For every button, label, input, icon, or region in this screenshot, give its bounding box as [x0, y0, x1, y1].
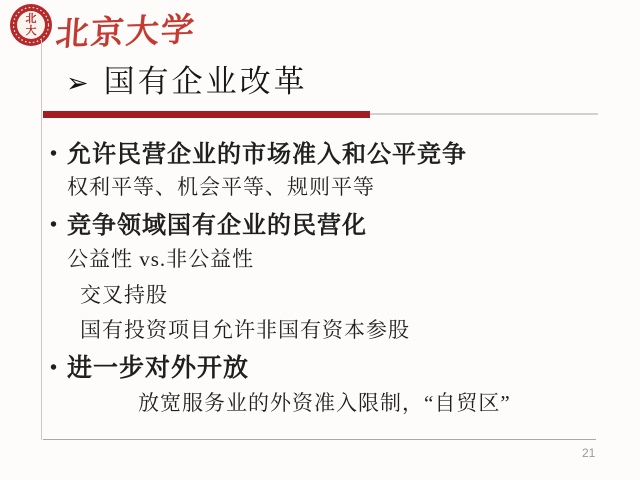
pku-seal-icon: [9, 3, 53, 47]
seal-top-char: 北: [25, 13, 37, 25]
bullet-item: [50, 205, 367, 240]
title-underline-extension: [370, 113, 598, 115]
bullet-text: 进一步对外开放: [67, 355, 250, 382]
sub-line: 放宽服务业的外资准入限制，“自贸区”: [138, 391, 511, 415]
seal-bottom-char: 大: [25, 25, 37, 37]
sub-line: 交叉持股: [80, 283, 168, 307]
university-wordmark: 北京大学: [54, 12, 198, 54]
sub-line: 国有投资项目允许非国有资本参股: [80, 318, 410, 342]
bullet-item: [50, 348, 249, 384]
slide-title-row: [66, 56, 308, 101]
arrow-bullet-icon: ➢: [66, 68, 89, 99]
footer-divider: [43, 439, 596, 440]
bullet-text: 允许民营企业的市场准入和公平竞争: [67, 142, 467, 168]
page-number: 21: [582, 446, 596, 460]
bullet-item: [50, 134, 467, 169]
bullet-dot-icon: •: [50, 143, 59, 165]
bullet-text: 竞争领域国有企业的民营化: [67, 213, 367, 239]
bullet-dot-icon: •: [50, 357, 59, 379]
sub-line: 权利平等、机会平等、规则平等: [67, 175, 375, 199]
slide-title: 国有企业改革: [103, 64, 308, 99]
sub-line: 公益性 vs.非公益性: [67, 247, 255, 271]
left-placeholder-border: [41, 40, 42, 440]
bullet-dot-icon: •: [50, 214, 59, 236]
title-underline-bar: [43, 111, 370, 118]
